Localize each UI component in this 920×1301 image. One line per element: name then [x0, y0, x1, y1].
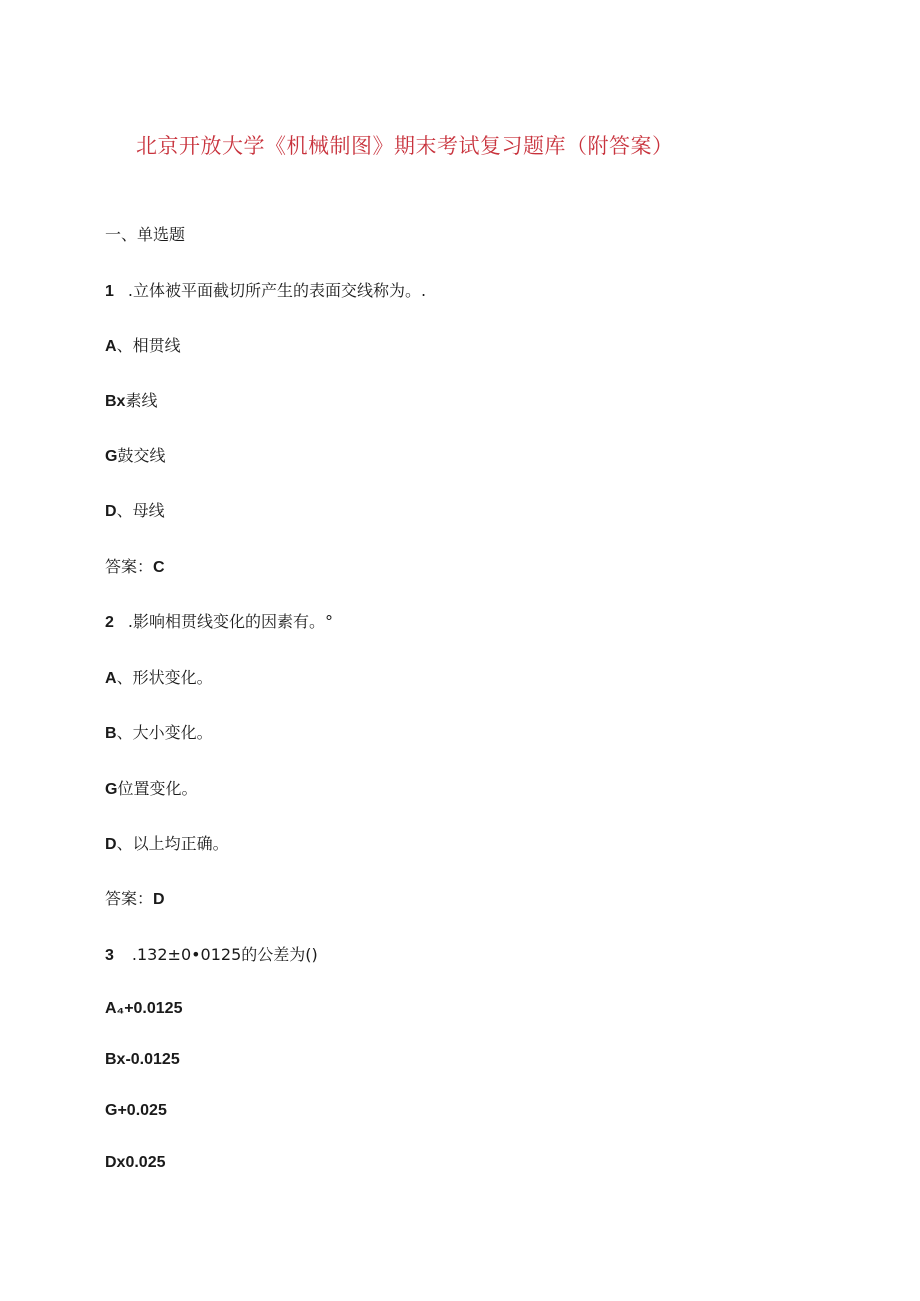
question-3-option-b: [105, 1048, 180, 1071]
answer-value: C: [153, 559, 165, 576]
option-letter: A: [105, 338, 117, 355]
question-3-option-c: [105, 1099, 167, 1122]
option-text: 、母线: [116, 501, 165, 520]
section-heading: 一、单选题: [105, 225, 186, 244]
question-3-option-d: [105, 1151, 166, 1174]
question-1-option-b: [105, 390, 157, 413]
question-2-option-b: [105, 722, 213, 745]
question-2-stem: [105, 611, 333, 634]
option-letter: G: [105, 781, 118, 798]
option-text: 0.025: [125, 1154, 166, 1171]
question-3-stem: [105, 944, 318, 967]
question-1-option-c: [105, 445, 165, 468]
option-letter: Dx: [105, 1154, 126, 1171]
option-letter: B: [105, 725, 117, 742]
question-text: .132±0•0125的公差为(): [131, 945, 318, 964]
question-text: .影响相贯线变化的因素有。°: [127, 612, 333, 631]
question-number: 3: [105, 947, 114, 964]
option-letter: A: [105, 670, 117, 687]
option-letter: G: [105, 448, 118, 465]
question-1-option-a: [105, 335, 181, 358]
question-2-option-d: [105, 833, 229, 856]
question-1-stem: [105, 280, 426, 303]
answer-label: 答案：: [105, 889, 154, 908]
question-text: .立体被平面截切所产生的表面交线称为。.: [127, 281, 427, 300]
answer-value: D: [153, 891, 165, 908]
option-text: 素线: [125, 391, 158, 410]
question-3-option-a: [105, 997, 182, 1020]
option-text: 、以上均正确。: [116, 834, 229, 853]
option-text: 、相贯线: [116, 336, 181, 355]
question-2-option-c: [105, 778, 197, 801]
question-2-answer: [105, 888, 165, 911]
option-text: 鼓交线: [117, 446, 166, 465]
question-number: 2: [105, 614, 114, 631]
option-letter: Bx: [105, 1051, 126, 1068]
question-number: 1: [105, 283, 114, 300]
option-text: 、形状变化。: [116, 668, 213, 687]
option-letter: D: [105, 503, 117, 520]
option-text: +0.025: [117, 1102, 167, 1119]
option-text: -0.0125: [125, 1051, 180, 1068]
option-text: +0.0125: [124, 1000, 183, 1017]
option-letter: A₄: [105, 1000, 125, 1017]
option-letter: G: [105, 1102, 118, 1119]
question-1-option-d: [105, 500, 165, 523]
document-title: 北京开放大学《机械制图》期末考试复习题库（附答案）: [136, 134, 674, 158]
option-text: 位置变化。: [117, 779, 198, 798]
option-letter: D: [105, 836, 117, 853]
question-2-option-a: [105, 667, 213, 690]
option-letter: Bx: [105, 393, 126, 410]
answer-label: 答案：: [105, 557, 154, 576]
option-text: 、大小变化。: [116, 723, 213, 742]
question-1-answer: [105, 556, 165, 579]
